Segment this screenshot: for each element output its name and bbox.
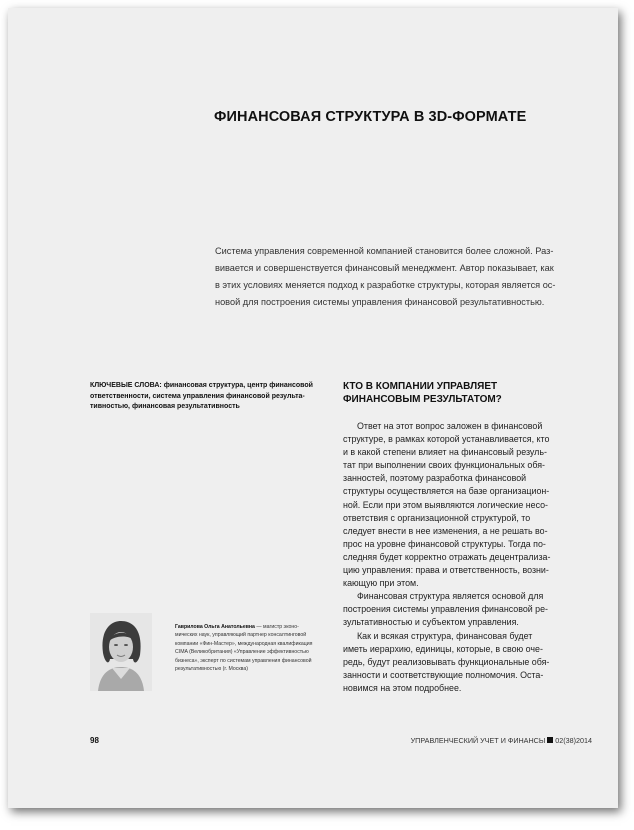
body-line: тат при выполнении своих функциональных обя- <box>343 460 545 471</box>
body-line: редь, будут реализовывать функциональные обя- <box>343 656 550 667</box>
keywords-line: тивностью, финансовая результативность <box>90 403 240 411</box>
body-line: ной. Если при этом выявляются логические несо- <box>343 499 548 510</box>
author-name: Гаврилова Ольга Анатольевна <box>175 624 255 630</box>
journal-footer <box>411 736 592 745</box>
body-line: занностей, поэтому разработка финансовой <box>343 473 527 484</box>
body-line: структуры осуществляется на базе организацион- <box>343 486 550 497</box>
article-body <box>343 420 585 695</box>
body-line: иметь иерархию, единицы, которые, в свою оче- <box>343 643 543 654</box>
article-title: ФИНАНСОВАЯ СТРУКТУРА В 3D-ФОРМАТЕ <box>214 109 527 125</box>
keywords-label: КЛЮЧЕВЫЕ СЛОВА: <box>90 382 162 389</box>
author-bio-line: мических наук, управляющий партнер консалтинговой <box>175 632 307 639</box>
author-bio-line: результативностью (г. Москва) <box>175 666 248 673</box>
section-heading <box>343 380 583 406</box>
body-line: ответствия с организационной структурой, то <box>343 512 531 523</box>
body-line: кающую при этом. <box>343 578 419 589</box>
square-separator-icon <box>547 737 553 743</box>
journal-issue: 02(38)2014 <box>555 736 592 745</box>
article-lead <box>215 243 575 311</box>
lead-line: Система управления современной компанией становится более сложной. Раз- <box>215 246 554 256</box>
body-line: занности и соответствующие полномочия. Оста- <box>343 669 544 680</box>
author-bio <box>175 623 325 673</box>
body-line: структуре, в рамках которой устанавливается, кто <box>343 434 550 445</box>
body-line: новимся на этом подробнее. <box>343 682 462 693</box>
body-line: цию управления: права и ответственность, возни- <box>343 565 549 576</box>
author-photo <box>90 613 152 691</box>
lead-line: в этих условиях меняется подход к разработке структуры, которая является ос- <box>215 280 556 290</box>
body-line: построения системы управления финансовой ре- <box>343 604 549 615</box>
journal-name: УПРАВЛЕНЧЕСКИЙ УЧЕТ И ФИНАНСЫ <box>410 736 546 745</box>
author-bio-line: компании «Фин-Мастер», международная квалификация <box>175 640 313 647</box>
section-heading-line: ФИНАНСОВЫМ РЕЗУЛЬТАТОМ? <box>343 394 502 405</box>
author-bio-line: — магистр эконо- <box>254 624 299 630</box>
author-bio-line: CIMA (Великобритания) «Управление эффективностью <box>175 649 309 656</box>
page-number: 98 <box>90 736 99 745</box>
keywords-line: ответственности, система управления финансовой результа- <box>90 392 305 400</box>
body-line: следует внести в нее изменения, а не решать во- <box>343 525 548 536</box>
body-line: Финансовая структура является основой для <box>357 591 544 602</box>
author-bio-line: бизнеса», эксперт по системам управления финансовой <box>175 657 312 664</box>
body-line: прос на уровне финансовой структуры. Тогда по- <box>343 538 546 549</box>
keywords-block <box>90 381 325 413</box>
body-line: Ответ на этот вопрос заложен в финансовой <box>357 421 543 431</box>
body-line: следняя будет корректно отражать децентрализа- <box>343 551 551 562</box>
section-heading-line: КТО В КОМПАНИИ УПРАВЛЯЕТ <box>343 381 498 392</box>
body-line: и в какой степени влияет на финансовый резуль- <box>343 447 547 458</box>
lead-line: вивается и совершенствуется финансовый менеджмент. Автор показывает, как <box>215 263 554 273</box>
body-line: зультативностью и субъектом управления. <box>343 617 519 628</box>
lead-line: новой для построения системы управления финансовой результативностью. <box>215 297 545 307</box>
keywords-line: финансовая структура, центр финансовой <box>163 382 313 389</box>
body-line: Как и всякая структура, финансовая будет <box>357 630 533 641</box>
author-portrait-image <box>90 613 152 691</box>
